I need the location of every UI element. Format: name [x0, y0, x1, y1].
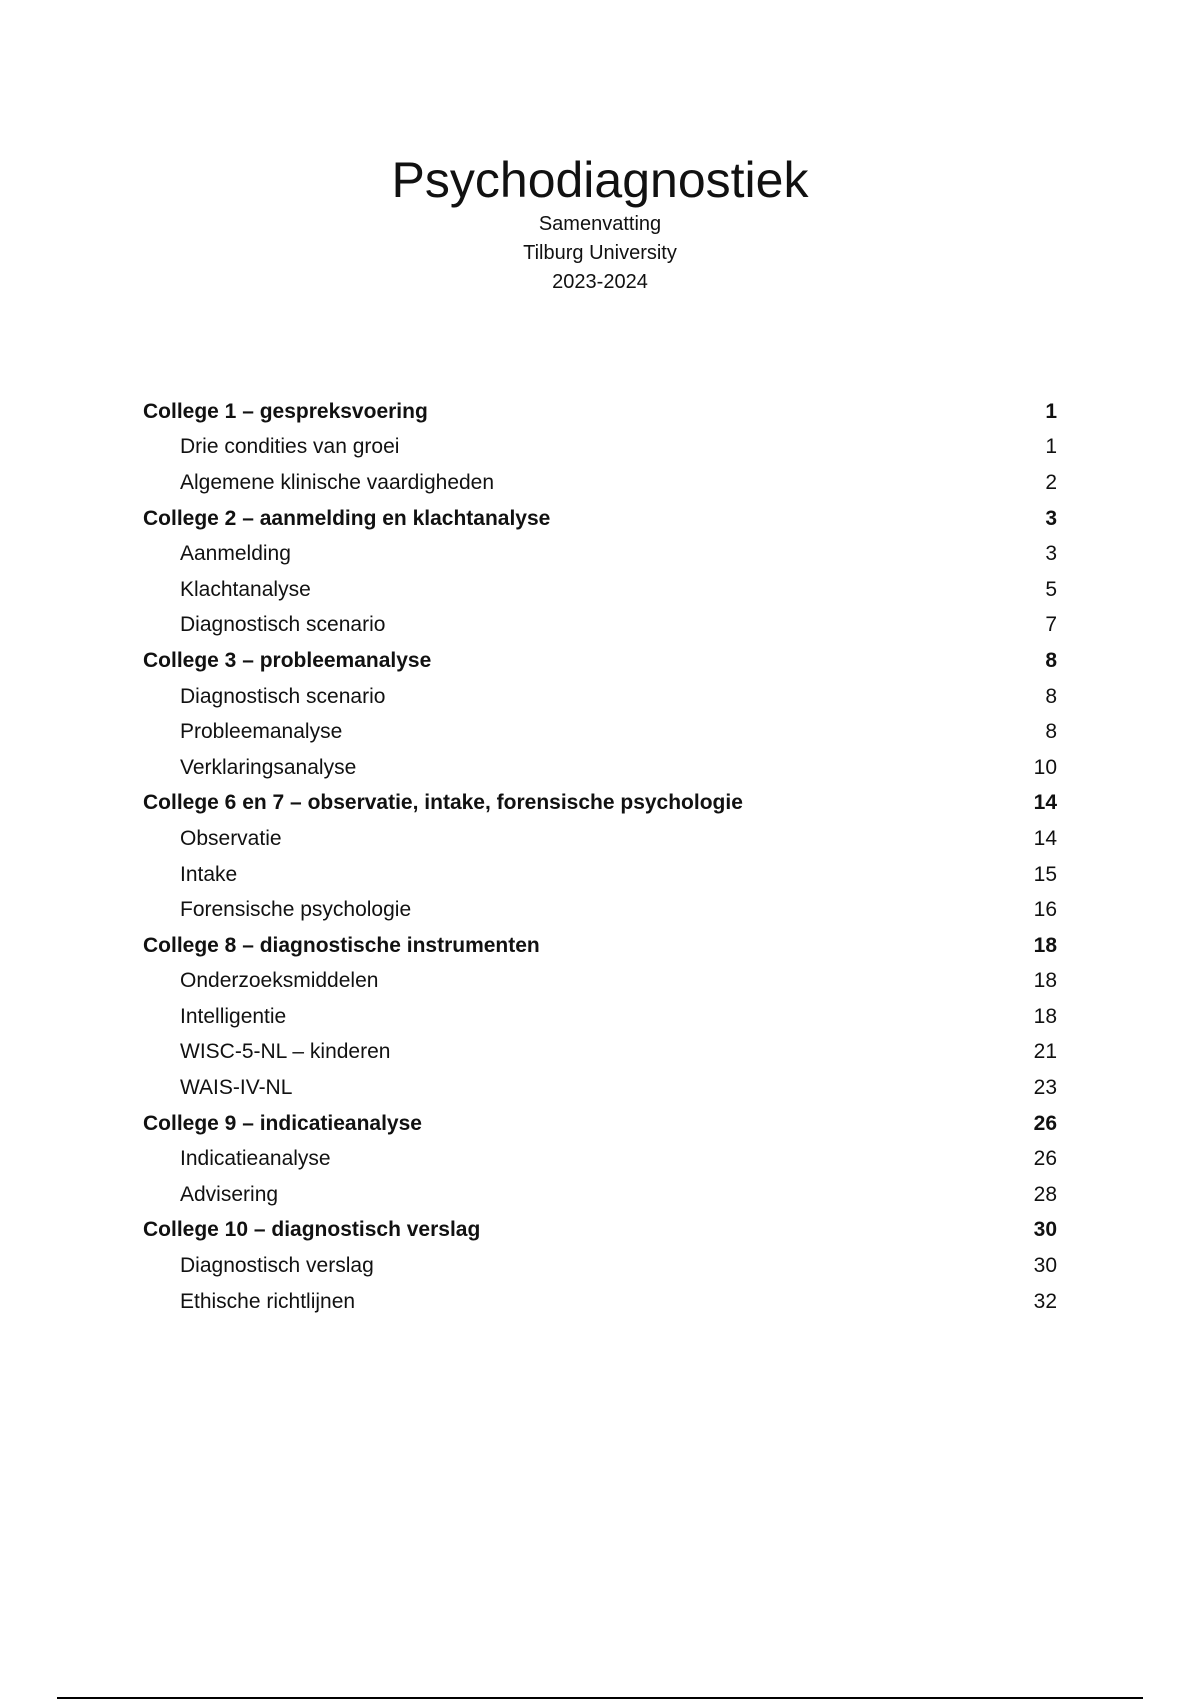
toc-entry-label: Diagnostisch scenario	[180, 613, 386, 637]
toc-section-entry[interactable]	[143, 430, 1057, 466]
toc-page-number: 28	[1033, 1182, 1057, 1206]
toc-entry-label: Observatie	[180, 826, 282, 850]
toc-page-number: 5	[1045, 577, 1057, 601]
toc-entry-label: College 6 en 7 – observatie, intake, forensische psychologie	[143, 791, 743, 815]
toc-section-entry[interactable]	[143, 679, 1057, 715]
toc-section-entry[interactable]	[143, 714, 1057, 750]
toc-page-number: 15	[1033, 862, 1057, 886]
toc-page-number: 14	[1033, 791, 1057, 815]
toc-entry-label: Aanmelding	[180, 542, 291, 566]
toc-entry-label: Onderzoeksmiddelen	[180, 969, 379, 993]
subtitle-line: Samenvatting	[538, 213, 662, 235]
toc-page-number: 8	[1045, 684, 1057, 708]
toc-entry-label: Intelligentie	[180, 1004, 287, 1028]
toc-section-entry[interactable]	[143, 821, 1057, 857]
toc-entry-label: College 10 – diagnostisch verslag	[143, 1218, 481, 1242]
toc-page-number: 8	[1045, 648, 1057, 672]
toc-section-entry[interactable]	[143, 1177, 1057, 1213]
toc-chapter-entry[interactable]	[143, 928, 1057, 964]
toc-entry-label: Indicatieanalyse	[180, 1147, 331, 1171]
toc-entry-label: Klachtanalyse	[180, 577, 311, 601]
toc-section-entry[interactable]	[143, 1248, 1057, 1284]
document-title: Psychodiagnostiek	[391, 152, 809, 208]
toc-page-number: 16	[1033, 898, 1057, 922]
toc-page-number: 10	[1033, 755, 1057, 779]
toc-entry-label: Intake	[180, 862, 238, 886]
toc-page-number: 18	[1033, 969, 1057, 993]
toc-page-number: 26	[1033, 1147, 1057, 1171]
subtitle-line: 2023-2024	[552, 271, 648, 293]
toc-page-number: 30	[1033, 1218, 1057, 1242]
toc-chapter-entry[interactable]	[143, 1106, 1057, 1142]
toc-section-entry[interactable]	[143, 465, 1057, 501]
subtitle-line: Tilburg University	[523, 242, 677, 264]
toc-section-entry[interactable]	[143, 892, 1057, 928]
toc-page-number: 1	[1045, 399, 1057, 423]
toc-chapter-entry[interactable]	[143, 643, 1057, 679]
toc-chapter-entry[interactable]	[143, 786, 1057, 822]
toc-section-entry[interactable]	[143, 572, 1057, 608]
toc-entry-label: Probleemanalyse	[180, 720, 343, 744]
toc-entry-label: WAIS-IV-NL	[180, 1076, 293, 1100]
toc-entry-label: WISC-5-NL – kinderen	[180, 1040, 391, 1064]
toc-page-number: 2	[1045, 470, 1057, 494]
toc-entry-label: Verklaringsanalyse	[180, 755, 357, 779]
toc-page-number: 1	[1045, 435, 1057, 459]
toc-section-entry[interactable]	[143, 964, 1057, 1000]
toc-section-entry[interactable]	[143, 608, 1057, 644]
toc-entry-label: Diagnostisch scenario	[180, 684, 386, 708]
toc-page-number: 3	[1045, 542, 1057, 566]
toc-chapter-entry[interactable]	[143, 1213, 1057, 1249]
toc-page-number: 7	[1045, 613, 1057, 637]
toc-page-number: 21	[1033, 1040, 1057, 1064]
toc-entry-label: College 3 – probleemanalyse	[143, 648, 432, 672]
footer-rule	[57, 1697, 1143, 1699]
toc-page-number: 3	[1045, 506, 1057, 530]
toc-entry-label: College 9 – indicatieanalyse	[143, 1111, 422, 1135]
toc-page-number: 18	[1033, 933, 1057, 957]
toc-entry-label: Forensische psychologie	[180, 898, 412, 922]
toc-chapter-entry[interactable]	[143, 501, 1057, 537]
toc-section-entry[interactable]	[143, 857, 1057, 893]
toc-entry-label: Ethische richtlijnen	[180, 1289, 356, 1313]
toc-entry-label: Diagnostisch verslag	[180, 1254, 374, 1278]
toc-entry-label: Algemene klinische vaardigheden	[180, 470, 495, 494]
toc-page-number: 26	[1033, 1111, 1057, 1135]
toc-section-entry[interactable]	[143, 1070, 1057, 1106]
toc-section-entry[interactable]	[143, 750, 1057, 786]
toc-page-number: 23	[1033, 1076, 1057, 1100]
toc-section-entry[interactable]	[143, 1141, 1057, 1177]
toc-page-number: 8	[1045, 720, 1057, 744]
toc-section-entry[interactable]	[143, 1035, 1057, 1071]
table-of-contents	[143, 394, 1057, 1319]
toc-entry-label: College 1 – gespreksvoering	[143, 399, 428, 423]
toc-section-entry[interactable]	[143, 999, 1057, 1035]
toc-entry-label: College 8 – diagnostische instrumenten	[143, 933, 540, 957]
toc-section-entry[interactable]	[143, 536, 1057, 572]
toc-entry-label: College 2 – aanmelding en klachtanalyse	[143, 506, 551, 530]
toc-entry-label: Advisering	[180, 1182, 279, 1206]
toc-chapter-entry[interactable]	[143, 394, 1057, 430]
toc-section-entry[interactable]	[143, 1284, 1057, 1320]
toc-page-number: 14	[1033, 826, 1057, 850]
title-block	[0, 150, 1200, 297]
toc-page-number: 18	[1033, 1004, 1057, 1028]
toc-page-number: 32	[1033, 1289, 1057, 1313]
toc-entry-label: Drie condities van groei	[180, 435, 400, 459]
toc-page-number: 30	[1033, 1254, 1057, 1278]
